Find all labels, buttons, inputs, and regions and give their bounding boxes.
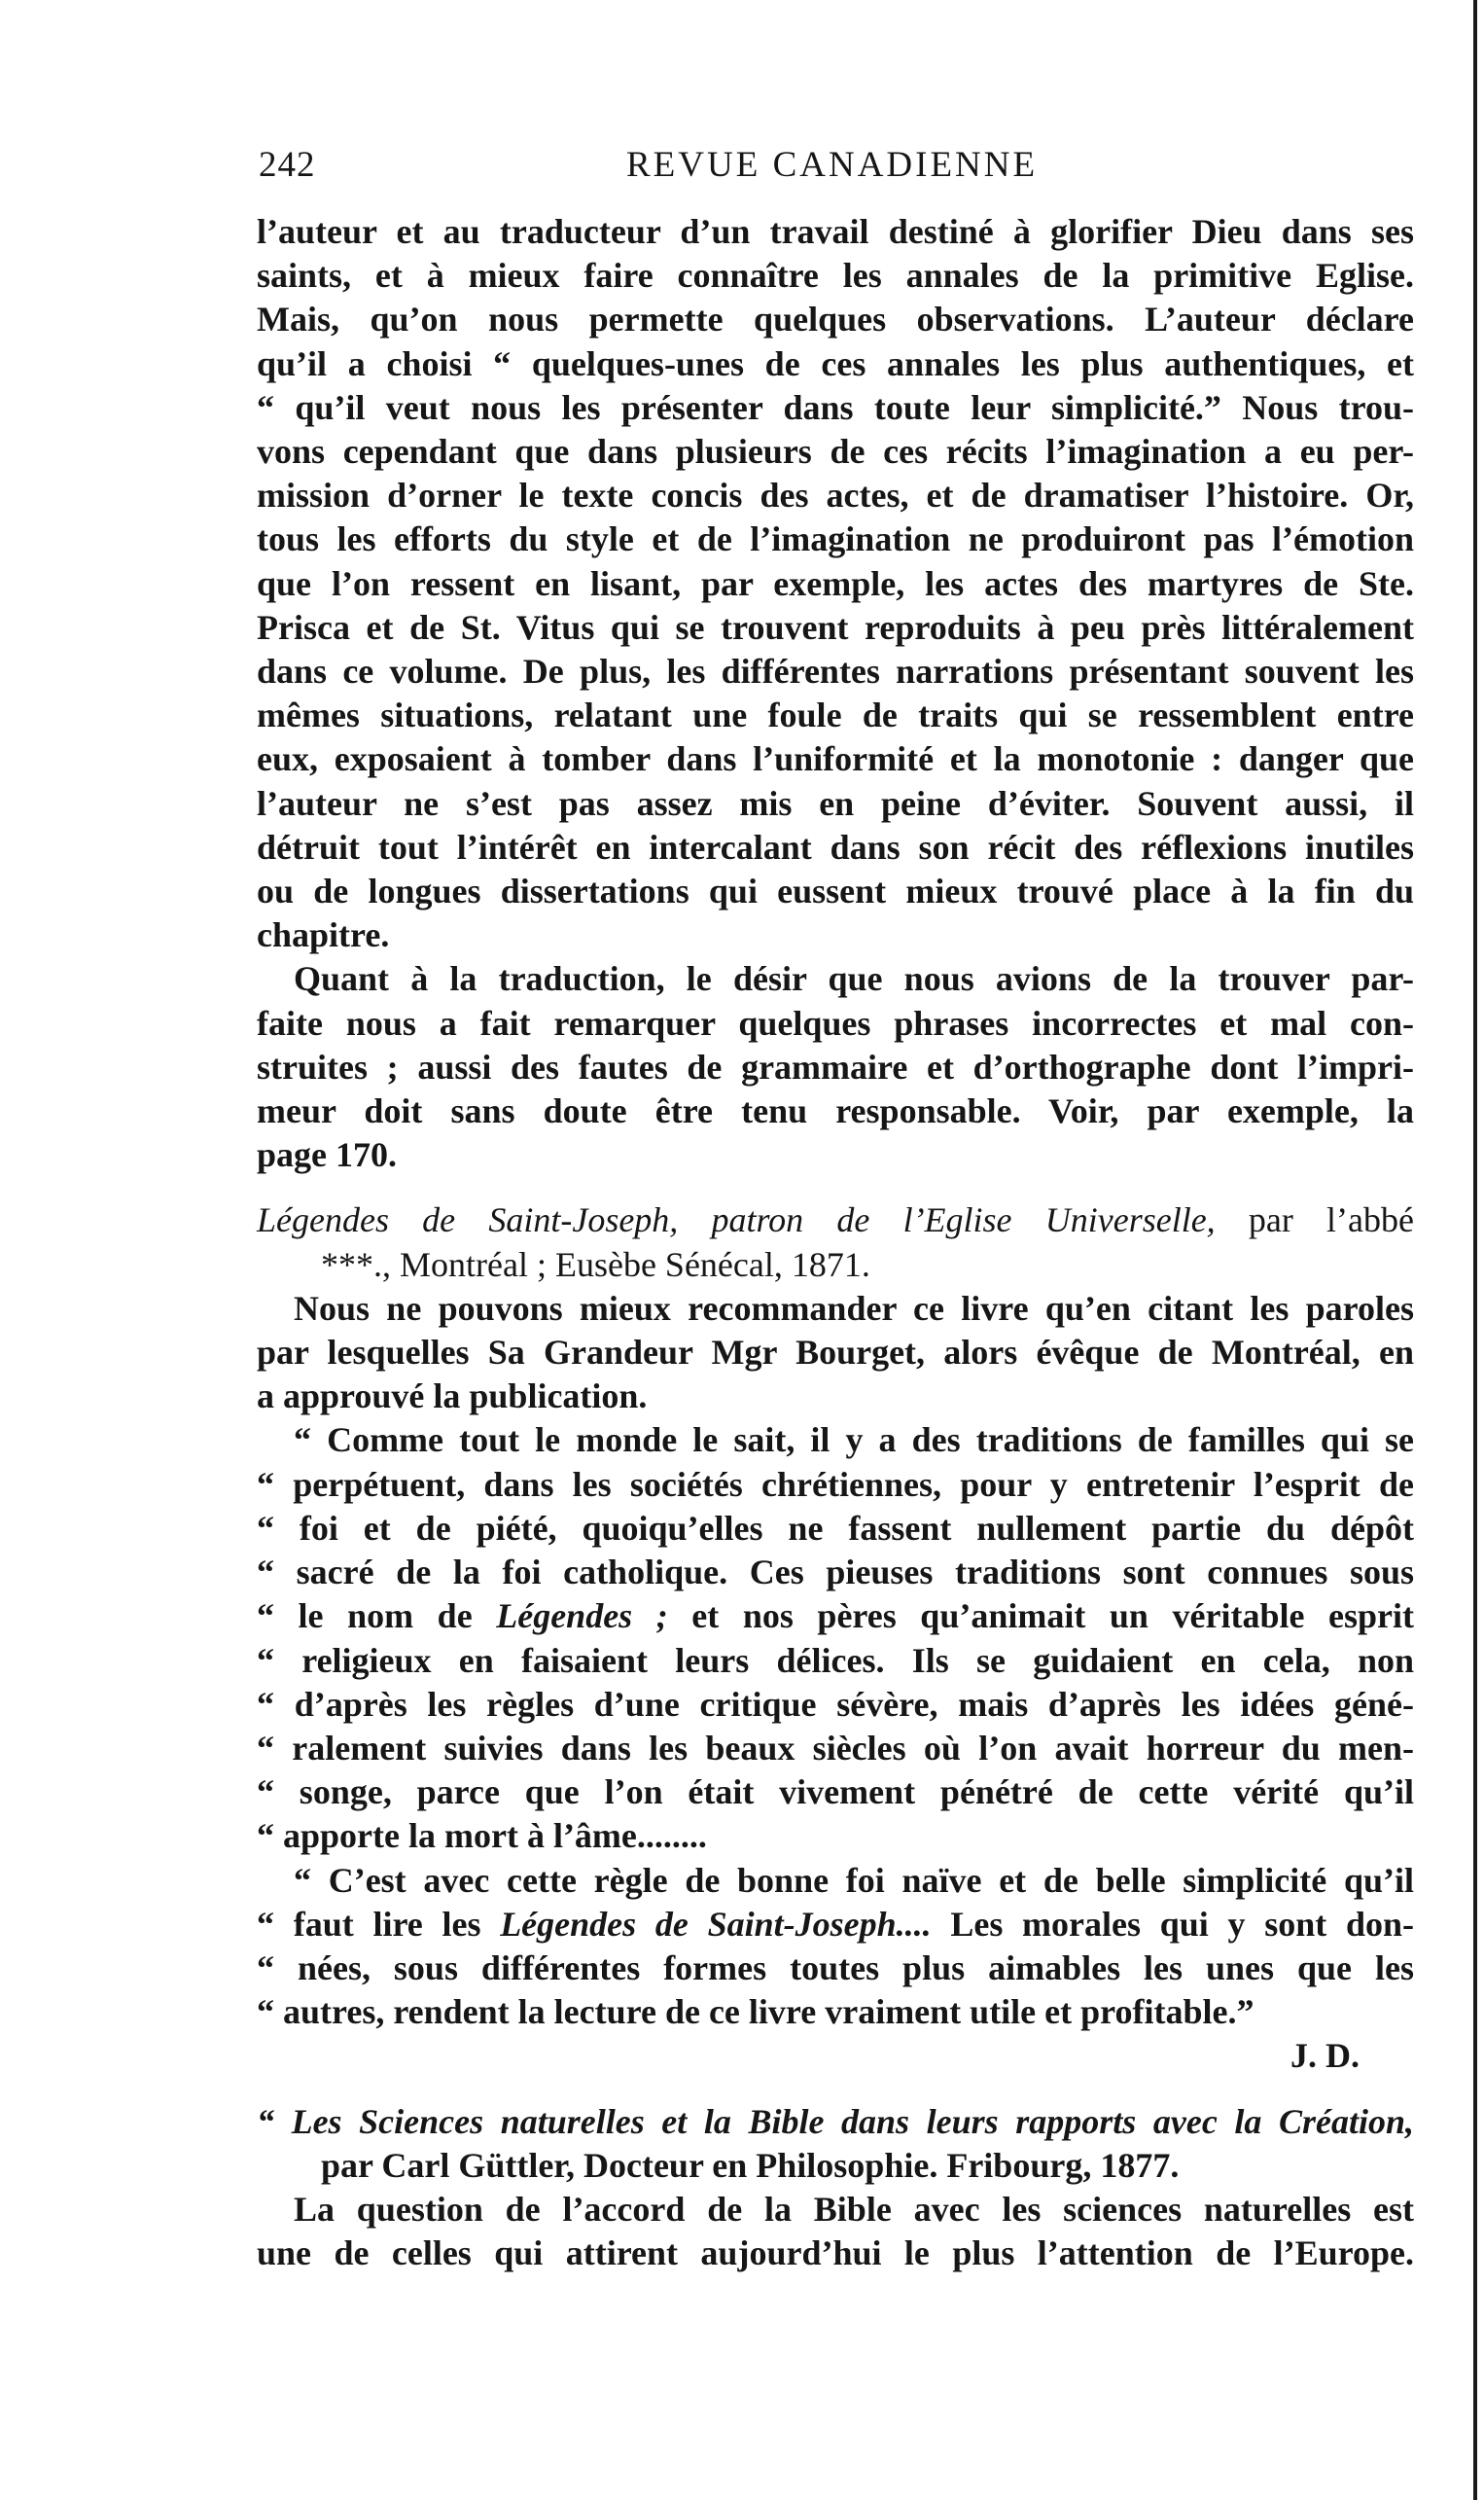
- text-line: mission d’orner le texte concis des actes, et de dramatiser l’histoire. Or,: [257, 476, 1414, 516]
- text-line: dans ce volume. De plus, les différentes narrations présentant souvent les: [257, 652, 1414, 692]
- text-line: saints, et à mieux faire connaître les annales de la primitive Eglise.: [257, 256, 1414, 296]
- quote-text: Les morales qui y sont don-: [931, 1904, 1414, 1944]
- running-title: REVUE CANADIENNE: [626, 145, 1039, 185]
- quote-line: “ autres, rendent la lecture de ce livre vraiment utile et profitable.”: [257, 1992, 1254, 2032]
- text-line: l’auteur et au traducteur d’un travail destiné à glorifier Dieu dans ses: [257, 212, 1414, 251]
- page-header: [257, 136, 1414, 195]
- text-line: faite nous a fait remarquer quelques phrases incorrectes et mal con-: [257, 1003, 1414, 1043]
- review-body: [257, 1287, 1414, 2079]
- text-line: qu’il a choisi “ quelques-unes de ces annales les plus authentiques, et: [257, 343, 1414, 383]
- quote-line: “ ralement suivies dans les beaux siècles où l’on avait horreur du men-: [257, 1728, 1414, 1768]
- quote-line: [257, 1594, 1414, 1638]
- quote-line: “ religieux en faisaient leurs délices. Ils se guidaient en cela, non: [257, 1640, 1414, 1680]
- quote-line: “ nées, sous différentes formes toutes plus aimables les unes que les: [257, 1947, 1414, 1987]
- text-line: chapitre.: [257, 915, 390, 955]
- text-line: page 170.: [257, 1135, 397, 1175]
- quote-line: “ C’est avec cette règle de bonne foi naïve et de belle simplicité qu’il: [294, 1860, 1414, 1900]
- text-line: par lesquelles Sa Grandeur Mgr Bourget, alors évêque de Montréal, en: [257, 1333, 1414, 1373]
- text-line: Quant à la traduction, le désir que nous avions de la trouver par-: [294, 959, 1414, 999]
- text-line: ou de longues dissertations qui eussent mieux trouvé place à la fin du: [257, 872, 1414, 911]
- review-body: [257, 2188, 1414, 2275]
- review-sciences-naturelles: [257, 2100, 1414, 2188]
- text-line: Mais, qu’on nous permette quelques observations. L’auteur déclare: [257, 300, 1414, 339]
- text-line: l’auteur ne s’est pas assez mis en peine d’éviter. Souvent aussi, il: [257, 783, 1414, 823]
- quote-line: “ d’après les règles d’une critique sévère, mais d’après les idées géné-: [257, 1684, 1414, 1724]
- review-heading-title: Légendes de Saint-Joseph, patron de l’Eglise Universelle,: [257, 1200, 1216, 1240]
- review-heading: [257, 1198, 1414, 1242]
- text-line: tous les efforts du style et de l’imagination ne produiront pas l’émotion: [257, 519, 1414, 559]
- text-line: struites ; aussi des fautes de grammaire et d’orthographe dont l’impri-: [257, 1047, 1414, 1087]
- text-line: “ qu’il veut nous les présenter dans toute leur simplicité.” Nous trou-: [257, 387, 1414, 427]
- text-line: eux, exposaient à tomber dans l’uniformité et la monotonie : danger que: [257, 739, 1414, 779]
- review-heading-imprint: ***., Montréal ; Eusèbe Sénécal, 1871.: [321, 1244, 870, 1284]
- signature: J. D.: [1290, 2036, 1360, 2076]
- quote-italic-title: Légendes de Saint-Joseph....: [500, 1904, 932, 1944]
- book-page: [257, 136, 1414, 2275]
- review-heading-imprint: par Carl Güttler, Docteur en Philosophie. Fribourg, 1877.: [321, 2145, 1180, 2185]
- page-number: 242: [259, 145, 316, 185]
- quote-line: “ perpétuent, dans les sociétés chrétiennes, pour y entretenir l’esprit de: [257, 1464, 1414, 1504]
- quote-line: “ apporte la mort à l’âme........: [257, 1816, 707, 1856]
- review-heading-author: par l’abbé: [1215, 1200, 1415, 1240]
- text-line: a approuvé la publication.: [257, 1376, 648, 1416]
- text-line: Prisca et de St. Vitus qui se trouvent reproduits à peu près littéralement: [257, 607, 1414, 647]
- quote-line: [257, 1903, 1414, 1946]
- review-continuation: [257, 210, 1414, 1177]
- text-line: détruit tout l’intérêt en intercalant dans son récit des réflexions inutiles: [257, 827, 1414, 867]
- review-heading: [257, 2100, 1414, 2144]
- quote-text: “ faut lire les: [257, 1904, 501, 1944]
- review-heading-title: “ Les Sciences naturelles et la Bible dans leurs rapports avec la Création,: [257, 2101, 1414, 2141]
- text-line: que l’on ressent en lisant, par exemple, les actes des martyres de Ste.: [257, 563, 1414, 603]
- quote-line: “ foi et de piété, quoiqu’elles ne fassent nullement partie du dépôt: [257, 1508, 1414, 1548]
- text-line: vons cependant que dans plusieurs de ces récits l’imagination a eu per-: [257, 432, 1414, 472]
- quote-line: “ Comme tout le monde le sait, il y a des traditions de familles qui se: [294, 1420, 1414, 1460]
- review-legendes-saint-joseph: [257, 1198, 1414, 1286]
- quote-italic-title: Légendes ;: [496, 1596, 668, 1636]
- text-line: Nous ne pouvons mieux recommander ce livre qu’en citant les paroles: [294, 1288, 1414, 1328]
- page-edge-rule: [1473, 0, 1477, 2500]
- text-line: mêmes situations, relatant une foule de traits qui se ressemblent entre: [257, 696, 1414, 735]
- quote-text: et nos pères qu’animait un véritable esprit: [667, 1596, 1414, 1636]
- text-line: La question de l’accord de la Bible avec les sciences naturelles est: [294, 2189, 1414, 2229]
- quote-text: “ le nom de: [257, 1596, 497, 1636]
- text-line: une de celles qui attirent aujourd’hui le plus l’attention de l’Europe.: [257, 2233, 1414, 2273]
- quote-line: “ songe, parce que l’on était vivement pénétré de cette vérité qu’il: [257, 1772, 1414, 1812]
- text-line: meur doit sans doute être tenu responsable. Voir, par exemple, la: [257, 1091, 1414, 1131]
- quote-line: “ sacré de la foi catholique. Ces pieuses traditions sont connues sous: [257, 1553, 1414, 1592]
